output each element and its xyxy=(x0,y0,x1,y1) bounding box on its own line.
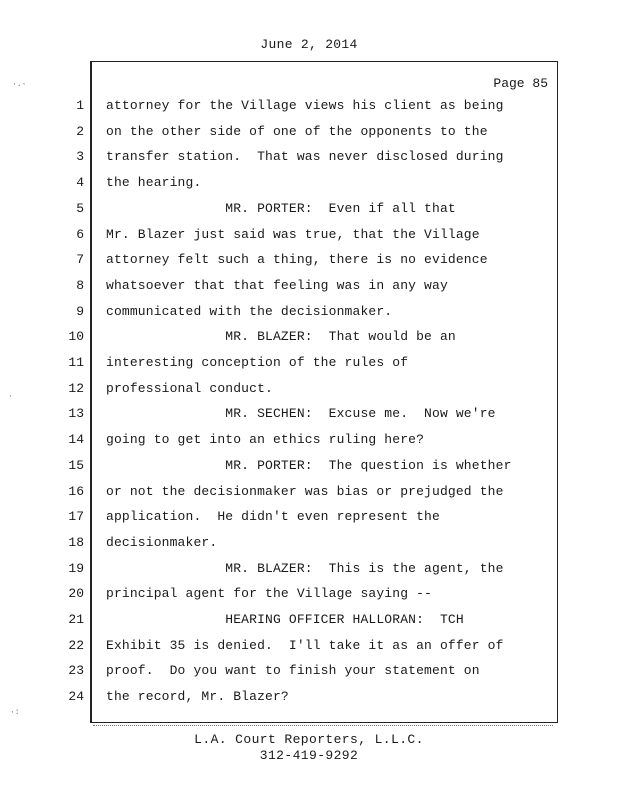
line-number: 24 xyxy=(68,689,84,704)
transcript-line: Exhibit 35 is denied. I'll take it as an offer of xyxy=(106,638,504,653)
line-number: 7 xyxy=(76,252,84,267)
line-number: 1 xyxy=(76,98,84,113)
transcript-line: interesting conception of the rules of xyxy=(106,355,409,370)
line-number: 4 xyxy=(76,175,84,190)
transcript-line: or not the decisionmaker was bias or prejudged the xyxy=(106,484,504,499)
scan-speck: ·: xyxy=(10,708,20,717)
scan-speck: ·.· xyxy=(12,80,27,89)
frame-bottom-rule xyxy=(93,722,553,726)
line-number: 20 xyxy=(68,586,84,601)
transcript-line: on the other side of one of the opponents to the xyxy=(106,124,488,139)
transcript-line: HEARING OFFICER HALLORAN: TCH xyxy=(106,612,464,627)
line-number: 10 xyxy=(68,329,84,344)
transcript-line: principal agent for the Village saying -- xyxy=(106,586,433,601)
transcript-line: communicated with the decisionmaker. xyxy=(106,304,393,319)
line-number: 6 xyxy=(76,227,84,242)
transcript-line: going to get into an ethics ruling here? xyxy=(106,432,425,447)
transcript-line: MR. SECHEN: Excuse me. Now we're xyxy=(106,406,496,421)
line-number: 5 xyxy=(76,201,84,216)
line-number: 3 xyxy=(76,149,84,164)
footer-phone: 312-419-9292 xyxy=(259,748,359,763)
line-number: 15 xyxy=(68,458,84,473)
line-number: 8 xyxy=(76,278,84,293)
footer-company: L.A. Court Reporters, L.L.C. xyxy=(194,732,424,747)
line-number: 2 xyxy=(76,124,84,139)
transcript-line: transfer station. That was never disclosed during xyxy=(106,149,504,164)
line-number: 23 xyxy=(68,663,84,678)
line-number: 13 xyxy=(68,406,84,421)
header-date: June 2, 2014 xyxy=(260,37,358,52)
transcript-line: MR. BLAZER: That would be an xyxy=(106,329,456,344)
line-number: 22 xyxy=(68,638,84,653)
transcript-line: the record, Mr. Blazer? xyxy=(106,689,289,704)
page-number: Page 85 xyxy=(493,76,548,91)
transcript-line: Mr. Blazer just said was true, that the Village xyxy=(106,227,480,242)
transcript-line: attorney for the Village views his client as being xyxy=(106,98,504,113)
line-number: 14 xyxy=(68,432,84,447)
line-number: 9 xyxy=(76,304,84,319)
line-number: 18 xyxy=(68,535,84,550)
transcript-line: professional conduct. xyxy=(106,381,273,396)
transcript-line: MR. BLAZER: This is the agent, the xyxy=(106,561,504,576)
transcript-line: MR. PORTER: Even if all that xyxy=(106,201,456,216)
line-number: 12 xyxy=(68,381,84,396)
transcript-line: decisionmaker. xyxy=(106,535,218,550)
transcript-line: the hearing. xyxy=(106,175,202,190)
scan-speck: · xyxy=(8,392,13,401)
line-number: 19 xyxy=(68,561,84,576)
transcript-line: whatsoever that that feeling was in any way xyxy=(106,278,448,293)
transcript-line: MR. PORTER: The question is whether xyxy=(106,458,512,473)
line-number: 16 xyxy=(68,484,84,499)
line-number: 11 xyxy=(68,355,84,370)
transcript-line: application. He didn't even represent the xyxy=(106,509,440,524)
line-number: 17 xyxy=(68,509,84,524)
transcript-line: proof. Do you want to finish your statement on xyxy=(106,663,480,678)
transcript-line: attorney felt such a thing, there is no evidence xyxy=(106,252,488,267)
line-number: 21 xyxy=(68,612,84,627)
